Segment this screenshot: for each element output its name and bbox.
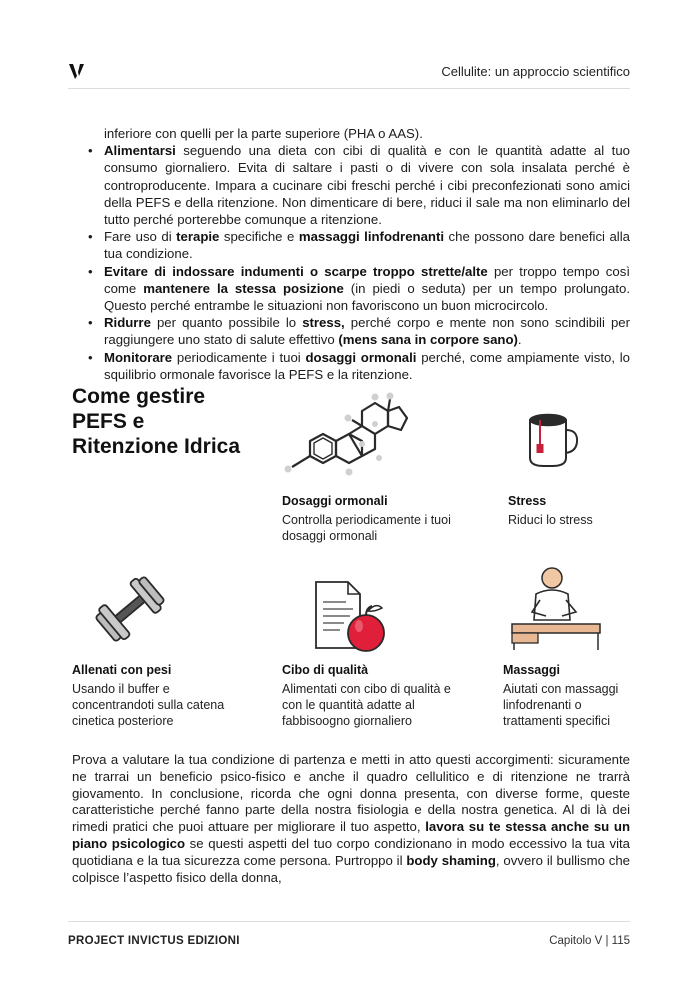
section-title: Come gestire PEFS e Ritenzione Idrica <box>72 385 241 458</box>
list-continuation: inferiore con quelli per la parte superiore (PHA o AAS). <box>104 126 423 141</box>
steroid-molecule-icon <box>280 388 416 484</box>
item-title: Stress <box>508 494 547 508</box>
publisher-name: PROJECT INVICTUS EDIZIONI <box>68 935 240 947</box>
item-weights <box>72 662 242 729</box>
list-item: • Ridurre per quanto possibile lo stress, perché corpo e mente non sono scindibili per raggiungere uno stato di salute effettivo (mens sana in corpore sano). <box>88 315 630 348</box>
list-item: • Alimentarsi seguendo una dieta con cibi di qualità e con le quantità adatte al tuo consumo giornaliero. Evita di saltare i pasti o di vivere con sola insalata perché è controproducente. Impara a cucinare cibi freschi perché i cibi preconfezionati sono amici della PEFS e della ritenzione. Non dimenticare di bere, riduci il sale ma non eliminarlo del tutto perché porterebbe comunque a ritenzione. <box>88 143 630 228</box>
item-title: Cibo di qualità <box>282 663 369 677</box>
coffee-mug-icon <box>522 408 582 470</box>
item-title: Dosaggi ormonali <box>282 494 388 508</box>
massage-icon <box>510 566 602 650</box>
item-title: Allenati con pesi <box>72 663 172 677</box>
recommendations-list <box>86 125 630 383</box>
item-text: Aiutati con massaggi linfodrenanti o trattamenti specifici <box>503 682 619 728</box>
item-stress <box>508 493 638 528</box>
item-text: Alimentati con cibo di qualità e con le quantità adatte al fabbisoogno giornaliero <box>282 682 451 728</box>
page-number: Capitolo V | 115 <box>549 935 630 947</box>
list-item: • Monitorare periodicamente i tuoi dosaggi ormonali perché, come ampiamente visto, lo squilibrio ormonale favorisce la PEFS e la ritenzione. <box>88 349 630 382</box>
header-divider <box>68 88 630 89</box>
running-header: Cellulite: un approccio scientifico <box>441 64 630 79</box>
list-item: • Fare uso di terapie specifiche e massaggi linfodrenanti che possono dare benefici alla tua condizione. <box>88 229 630 262</box>
item-title: Massaggi <box>503 663 560 677</box>
item-hormones <box>282 493 462 544</box>
footer-divider <box>68 921 630 922</box>
item-food <box>282 662 462 729</box>
item-massage <box>503 662 643 729</box>
item-text: Usando il buffer e concentrandoti sulla catena cinetica posteriore <box>72 682 225 728</box>
item-text: Riduci lo stress <box>508 513 593 527</box>
apple-document-icon <box>310 578 390 654</box>
dumbbell-icon <box>92 571 168 647</box>
list-item: • Evitare di indossare indumenti o scarpe troppo strette/alte per troppo tempo così come mantenere la stessa posizione (in piedi o seduta) per un tempo prolungato. Questo perché entrambe le situazioni non favoriscono un buon microcircolo. <box>88 263 630 314</box>
invictus-v-logo <box>68 62 86 80</box>
body-paragraph: Prova a valutare la tua condizione di partenza e metti in atto questi accorgimenti: sicuramente ne trarrai un beneficio psico-fisico e anche il quadro cellulitico e di ritenzione ne trarrà giovamento. In conclusione, ricorda che ogni donna presenta, con diverse forme, queste caratteristiche perché fanno parte della nostra fisiologia e della nostra genetica. Al di là dei rimedi pratici che puoi attuare per migliorare il tuo aspetto, lavora su te stessa anche su un piano psicologico se questi aspetti del tuo corpo condizionano in modo eccessivo la tua vita quotidiana e la tua sicurezza come persona. Purtroppo il body shaming, ovvero il bullismo che colpisce l’aspetto fisico della donna, <box>72 752 630 885</box>
item-text: Controlla periodicamente i tuoi dosaggi ormonali <box>282 513 451 543</box>
